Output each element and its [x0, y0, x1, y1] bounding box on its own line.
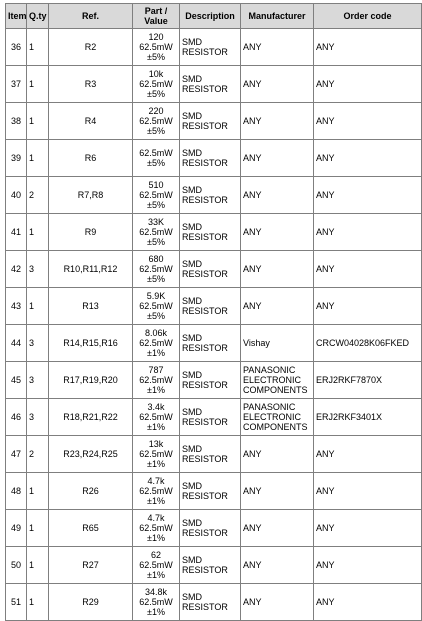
header-order-code: Order code — [314, 4, 422, 29]
cell-description-line: SMD — [182, 333, 202, 343]
cell-value-line: 680 — [148, 254, 164, 264]
table-row — [6, 140, 422, 177]
cell-manufacturer-line: ANY — [243, 116, 262, 126]
cell-description — [180, 584, 241, 621]
cell-order-code: ANY — [314, 103, 422, 140]
cell-description-line: SMD — [182, 259, 202, 269]
cell-description-line: SMD — [182, 592, 202, 602]
cell-manufacturer-line: ANY — [243, 227, 262, 237]
table-row — [6, 473, 422, 510]
cell-value-line: 3.4k — [147, 402, 165, 412]
cell-description — [180, 325, 241, 362]
cell-description-line: RESISTOR — [182, 195, 228, 205]
cell-value-line: 10k — [148, 69, 164, 79]
cell-ref: R14,R15,R16 — [49, 325, 133, 362]
cell-ref: R27 — [49, 547, 133, 584]
cell-ref: R17,R19,R20 — [49, 362, 133, 399]
cell-qty: 1 — [27, 584, 49, 621]
cell-manufacturer-line: ANY — [243, 42, 262, 52]
cell-manufacturer — [241, 288, 314, 325]
cell-description-line: SMD — [182, 148, 202, 158]
cell-manufacturer-line: COMPONENTS — [243, 385, 308, 395]
cell-order-code: ANY — [314, 214, 422, 251]
cell-description-line: RESISTOR — [182, 491, 228, 501]
cell-manufacturer — [241, 177, 314, 214]
cell-description-line: RESISTOR — [182, 454, 228, 464]
cell-manufacturer-line: COMPONENTS — [243, 422, 308, 432]
cell-description-line: SMD — [182, 370, 202, 380]
cell-qty: 1 — [27, 547, 49, 584]
cell-value-line: 34.8k — [144, 587, 168, 597]
bom-body — [6, 29, 422, 621]
header-value — [133, 4, 180, 29]
cell-item: 36 — [6, 29, 27, 66]
cell-value-line: 62.5mW — [139, 412, 173, 422]
table-row — [6, 436, 422, 473]
cell-manufacturer — [241, 66, 314, 103]
cell-value-line: 13k — [148, 439, 164, 449]
cell-value-line: ±5% — [147, 52, 165, 62]
cell-item: 39 — [6, 140, 27, 177]
cell-manufacturer — [241, 362, 314, 399]
table-row — [6, 325, 422, 362]
cell-qty: 1 — [27, 103, 49, 140]
cell-qty: 1 — [27, 29, 49, 66]
cell-description — [180, 103, 241, 140]
cell-order-code: ANY — [314, 66, 422, 103]
cell-manufacturer-line: ANY — [243, 560, 262, 570]
cell-manufacturer-line: ANY — [243, 486, 262, 496]
cell-value-line: 62.5mW — [139, 375, 173, 385]
cell-order-code: ANY — [314, 140, 422, 177]
cell-manufacturer — [241, 399, 314, 436]
cell-item: 49 — [6, 510, 27, 547]
table-row — [6, 399, 422, 436]
cell-description-line: SMD — [182, 444, 202, 454]
cell-manufacturer — [241, 584, 314, 621]
cell-item: 51 — [6, 584, 27, 621]
cell-value-line: ±5% — [147, 311, 165, 321]
cell-description-line: RESISTOR — [182, 121, 228, 131]
cell-manufacturer-line: ANY — [243, 449, 262, 459]
cell-manufacturer-line: ANY — [243, 153, 262, 163]
cell-description — [180, 214, 241, 251]
cell-manufacturer — [241, 473, 314, 510]
cell-description — [180, 436, 241, 473]
table-row — [6, 584, 422, 621]
cell-order-code: ANY — [314, 473, 422, 510]
cell-manufacturer — [241, 251, 314, 288]
cell-manufacturer-line: ANY — [243, 597, 262, 607]
cell-description — [180, 140, 241, 177]
cell-order-code: ERJ2RKF3401X — [314, 399, 422, 436]
cell-description-line: SMD — [182, 518, 202, 528]
cell-description — [180, 510, 241, 547]
cell-ref: R26 — [49, 473, 133, 510]
cell-value-line: 62.5mW — [139, 42, 173, 52]
cell-description — [180, 177, 241, 214]
table-row — [6, 288, 422, 325]
cell-value-line: 62.5mW — [139, 190, 173, 200]
cell-qty: 3 — [27, 362, 49, 399]
cell-value — [133, 140, 180, 177]
cell-description-line: RESISTOR — [182, 602, 228, 612]
cell-item: 38 — [6, 103, 27, 140]
cell-value-line: 8.06k — [144, 328, 168, 338]
cell-value — [133, 399, 180, 436]
cell-order-code: ANY — [314, 584, 422, 621]
cell-item: 48 — [6, 473, 27, 510]
cell-description-line: SMD — [182, 185, 202, 195]
cell-qty: 3 — [27, 399, 49, 436]
cell-manufacturer — [241, 214, 314, 251]
cell-qty: 1 — [27, 473, 49, 510]
cell-manufacturer — [241, 103, 314, 140]
cell-ref: R13 — [49, 288, 133, 325]
cell-description — [180, 29, 241, 66]
cell-manufacturer-line: ANY — [243, 79, 262, 89]
cell-description-line: RESISTOR — [182, 232, 228, 242]
cell-manufacturer-line: Vishay — [243, 338, 270, 348]
cell-description-line: RESISTOR — [182, 158, 228, 168]
cell-value — [133, 288, 180, 325]
cell-ref: R65 — [49, 510, 133, 547]
cell-value — [133, 547, 180, 584]
cell-value-line: ±1% — [147, 385, 165, 395]
cell-manufacturer — [241, 325, 314, 362]
cell-description-line: SMD — [182, 555, 202, 565]
cell-description-line: SMD — [182, 407, 202, 417]
cell-manufacturer — [241, 29, 314, 66]
cell-description-line: RESISTOR — [182, 528, 228, 538]
cell-value-line: 120 — [148, 32, 164, 42]
table-row — [6, 29, 422, 66]
header-ref: Ref. — [49, 4, 133, 29]
cell-manufacturer — [241, 140, 314, 177]
cell-value-line: 62.5mW — [139, 148, 173, 158]
cell-description-line: SMD — [182, 37, 202, 47]
cell-description-line: SMD — [182, 111, 202, 121]
cell-order-code: ANY — [314, 29, 422, 66]
cell-description — [180, 473, 241, 510]
cell-value — [133, 214, 180, 251]
cell-value-line: ±5% — [147, 89, 165, 99]
cell-description-line: RESISTOR — [182, 306, 228, 316]
cell-value-line: 62.5mW — [139, 597, 173, 607]
cell-item: 47 — [6, 436, 27, 473]
cell-description — [180, 66, 241, 103]
cell-manufacturer-line: ANY — [243, 190, 262, 200]
cell-value-line: 62.5mW — [139, 116, 173, 126]
cell-description-line: RESISTOR — [182, 343, 228, 353]
cell-ref: R6 — [49, 140, 133, 177]
cell-value — [133, 325, 180, 362]
cell-qty: 1 — [27, 288, 49, 325]
cell-manufacturer-line: ANY — [243, 523, 262, 533]
cell-manufacturer-line: ELECTRONIC — [243, 412, 302, 422]
cell-value-line: 62 62.5mW — [139, 550, 173, 570]
cell-qty: 3 — [27, 325, 49, 362]
cell-item: 40 — [6, 177, 27, 214]
cell-item: 45 — [6, 362, 27, 399]
cell-value-line: 62.5mW — [139, 449, 173, 459]
cell-qty: 1 — [27, 66, 49, 103]
cell-value — [133, 29, 180, 66]
cell-ref: R29 — [49, 584, 133, 621]
cell-description-line: RESISTOR — [182, 47, 228, 57]
cell-order-code: ANY — [314, 177, 422, 214]
header-description: Description — [180, 4, 241, 29]
cell-value-line: 5.9K — [146, 291, 166, 301]
cell-order-code: ANY — [314, 436, 422, 473]
table-row — [6, 362, 422, 399]
cell-manufacturer-line: ANY — [243, 264, 262, 274]
cell-ref: R7,R8 — [49, 177, 133, 214]
cell-order-code: ANY — [314, 251, 422, 288]
cell-value-line: 62.5mW — [139, 486, 173, 496]
cell-value-line: 62.5mW — [139, 227, 173, 237]
cell-value-line: ±5% — [147, 274, 165, 284]
cell-value-line: ±1% — [147, 533, 165, 543]
header-qty: Q.ty — [27, 4, 49, 29]
cell-value-line: 62.5mW — [139, 338, 173, 348]
table-row — [6, 547, 422, 584]
cell-value-line: ±1% — [147, 348, 165, 358]
cell-item: 41 — [6, 214, 27, 251]
cell-qty: 1 — [27, 140, 49, 177]
cell-description — [180, 362, 241, 399]
cell-order-code: ERJ2RKF7870X — [314, 362, 422, 399]
cell-value-line: ±1% — [147, 459, 165, 469]
cell-value — [133, 177, 180, 214]
cell-value-line: 62.5mW — [139, 79, 173, 89]
cell-value-line: 33K — [147, 217, 164, 227]
bom-table — [5, 3, 422, 621]
cell-value — [133, 251, 180, 288]
cell-value-line: 787 — [148, 365, 164, 375]
cell-description-line: SMD — [182, 481, 202, 491]
cell-manufacturer — [241, 510, 314, 547]
cell-ref: R18,R21,R22 — [49, 399, 133, 436]
cell-manufacturer-line: ELECTRONIC — [243, 375, 302, 385]
cell-value-line: ±5% — [147, 237, 165, 247]
cell-value-line: 220 — [148, 106, 164, 116]
header-value-line: Part / — [144, 6, 168, 16]
cell-description-line: RESISTOR — [182, 269, 228, 279]
cell-value — [133, 584, 180, 621]
cell-description — [180, 399, 241, 436]
cell-value — [133, 66, 180, 103]
cell-description-line: SMD — [182, 222, 202, 232]
cell-item: 50 — [6, 547, 27, 584]
header-row — [6, 4, 422, 29]
cell-qty: 1 — [27, 214, 49, 251]
cell-value-line: 510 — [148, 180, 164, 190]
table-row — [6, 103, 422, 140]
cell-manufacturer-line: PANASONIC — [243, 402, 296, 412]
table-row — [6, 251, 422, 288]
cell-order-code: CRCW04028K06FKED — [314, 325, 422, 362]
table-row — [6, 214, 422, 251]
cell-value — [133, 510, 180, 547]
table-row — [6, 66, 422, 103]
table-row — [6, 177, 422, 214]
cell-value — [133, 362, 180, 399]
cell-ref: R2 — [49, 29, 133, 66]
cell-description-line: RESISTOR — [182, 417, 228, 427]
cell-value-line: ±1% — [147, 607, 165, 617]
cell-order-code: ANY — [314, 288, 422, 325]
header-value-line: Value — [144, 16, 168, 26]
cell-value-line: ±1% — [147, 570, 165, 580]
cell-value-line: ±1% — [147, 422, 165, 432]
cell-ref: R3 — [49, 66, 133, 103]
cell-qty: 1 — [27, 510, 49, 547]
cell-description-line: RESISTOR — [182, 565, 228, 575]
cell-item: 46 — [6, 399, 27, 436]
cell-description-line: RESISTOR — [182, 380, 228, 390]
cell-ref: R4 — [49, 103, 133, 140]
cell-qty: 3 — [27, 251, 49, 288]
cell-value-line: ±5% — [147, 158, 165, 168]
cell-item: 43 — [6, 288, 27, 325]
cell-ref: R9 — [49, 214, 133, 251]
header-manufacturer: Manufacturer — [241, 4, 314, 29]
cell-item: 37 — [6, 66, 27, 103]
table-row — [6, 510, 422, 547]
cell-manufacturer-line: PANASONIC — [243, 365, 296, 375]
cell-value — [133, 103, 180, 140]
cell-value-line: 62.5mW — [139, 264, 173, 274]
cell-description — [180, 251, 241, 288]
cell-ref: R10,R11,R12 — [49, 251, 133, 288]
cell-manufacturer — [241, 547, 314, 584]
cell-description-line: SMD — [182, 296, 202, 306]
cell-value-line: 4.7k — [147, 513, 165, 523]
cell-item: 44 — [6, 325, 27, 362]
header-item: Item — [6, 4, 27, 29]
cell-description-line: SMD — [182, 74, 202, 84]
cell-description — [180, 547, 241, 584]
cell-value-line: ±1% — [147, 496, 165, 506]
cell-description — [180, 288, 241, 325]
cell-ref: R23,R24,R25 — [49, 436, 133, 473]
cell-value-line: 4.7k — [147, 476, 165, 486]
cell-item: 42 — [6, 251, 27, 288]
cell-order-code: ANY — [314, 547, 422, 584]
cell-manufacturer-line: ANY — [243, 301, 262, 311]
cell-value — [133, 473, 180, 510]
cell-description-line: RESISTOR — [182, 84, 228, 94]
cell-value-line: 62.5mW — [139, 523, 173, 533]
cell-order-code: ANY — [314, 510, 422, 547]
cell-qty: 2 — [27, 177, 49, 214]
cell-value-line: ±5% — [147, 126, 165, 136]
cell-qty: 2 — [27, 436, 49, 473]
cell-manufacturer — [241, 436, 314, 473]
cell-value-line: ±5% — [147, 200, 165, 210]
cell-value-line: 62.5mW — [139, 301, 173, 311]
cell-value — [133, 436, 180, 473]
